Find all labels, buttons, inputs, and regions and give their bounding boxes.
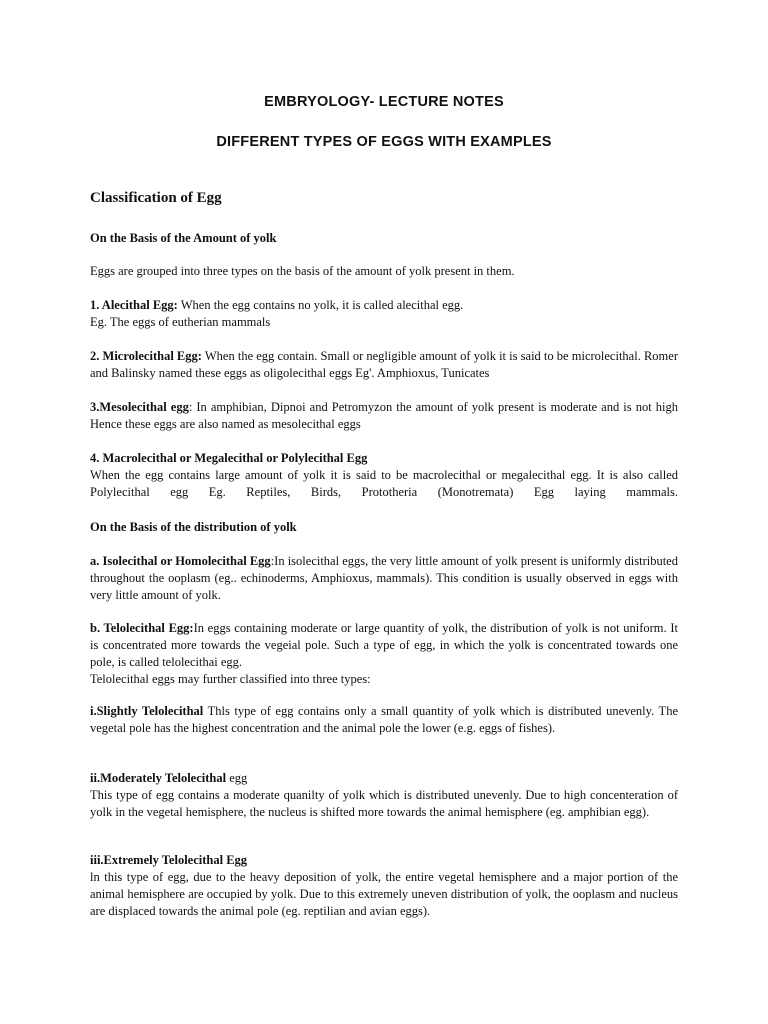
isolecithal-term: a. Isolecithal or Homolecithal Egg [90,554,271,568]
moderately-telolecithal-term: ii.Moderately Telolecithal [90,771,227,785]
slightly-telolecithal-text: Thls type of egg contains only a small quantity of yolk which is distributed unevenly. The vegetal pole has the highest concentration and the animal pole the lower (e.g. eggs of fishes). [90,704,678,735]
extremely-telolecithal-term: iii.Extremely Telolecithal Egg [90,853,248,867]
amount-section-heading: On the Basis of the Amount of yolk [90,231,277,245]
telolecithal-paragraph [90,620,678,688]
moderately-telolecithal-paragraph [90,770,678,821]
microlecithal-term: 2. Microlecithal Egg: [90,349,202,363]
classification-heading: Classification of Egg [90,190,222,206]
isolecithal-text: :In isolecithal eggs, the very little amount of yolk present is uniformly distributed throughout the ooplasm (eg.. echinoderms, Amphioxus, mammals). This condition is usually observed in eggs with very little amount of yolk. [90,554,678,602]
moderately-telolecithal-text: This type of egg contains a moderate quanilty of yolk which is distributed unevenly. Due to high concenteration of yolk in the vegetal hemisphere, the nucleus is shifted more towards the animal hemisphere (eg. amphibian egg). [90,788,678,819]
extremely-telolecithal-text: ln this type of egg, due to the heavy deposition of yolk, the entire vegetal hemisphere and a major portion of the animal hemisphere are occupied by yolk. Due to this extremely uneven distribution of yolk, the ooplasm and nucleus are displaced towards the animal pole (eg. reptilian and avian eggs). [90,870,678,918]
document-title: EMBRYOLOGY- LECTURE NOTES [264,94,504,110]
alecithal-text: When the egg contains no yolk, it is called alecithal egg. [177,298,464,312]
telolecithal-further: Telolecithal eggs may further classified into three types: [90,672,371,686]
isolecithal-paragraph [90,553,678,604]
alecithal-paragraph [90,297,678,331]
microlecithal-paragraph [90,348,678,382]
amount-intro: Eggs are grouped into three types on the basis of the amount of yolk present in them. [90,264,515,278]
telolecithal-term: b. Telolecithal Egg: [90,621,194,635]
macrolecithal-term: 4. Macrolecithal or Megalecithal or Polylecithal Egg [90,451,368,465]
alecithal-term: 1. Alecithal Egg: [90,298,178,312]
moderately-telolecithal-suffix: egg [226,771,248,785]
macrolecithal-paragraph [90,450,678,501]
extremely-telolecithal-paragraph [90,852,678,920]
mesolecithal-term: 3.Mesolecithal egg [90,400,189,414]
macrolecithal-text: When the egg contains large amount of yolk it is said to be macrolecithal or megalecithal egg. It is also called Polylecithal egg Eg. Reptiles, Birds, Prototheria (Monotremata) Egg laying mammals. [90,468,678,499]
telolecithal-text: In eggs containing moderate or large quantity of yolk, the distribution of yolk is not uniform. It is concentrated more towards the vegeial pole. Such a type of egg, in which the yolk is concentrated towards one pole, is called telolecithai egg. [90,621,678,669]
mesolecithal-text: : In amphibian, Dipnoi and Petromyzon the amount of yolk present is moderate and is not high Hence these eggs are also named as mesolecithal eggs [90,400,678,431]
document-subtitle: DIFFERENT TYPES OF EGGS WITH EXAMPLES [216,134,552,150]
slightly-telolecithal-paragraph [90,703,678,737]
mesolecithal-paragraph [90,399,678,433]
alecithal-example: Eg. The eggs of eutherian mammals [90,315,271,329]
distribution-section-heading: On the Basis of the distribution of yolk [90,520,297,534]
slightly-telolecithal-term: i.Slightly Telolecithal [90,704,204,718]
microlecithal-text: When the egg contain. Small or negligible amount of yolk it is said to be microlecithal. Romer and Balinsky named these eggs as oligolecithal eggs Eg'. Amphioxus, Tunicates [90,349,678,380]
